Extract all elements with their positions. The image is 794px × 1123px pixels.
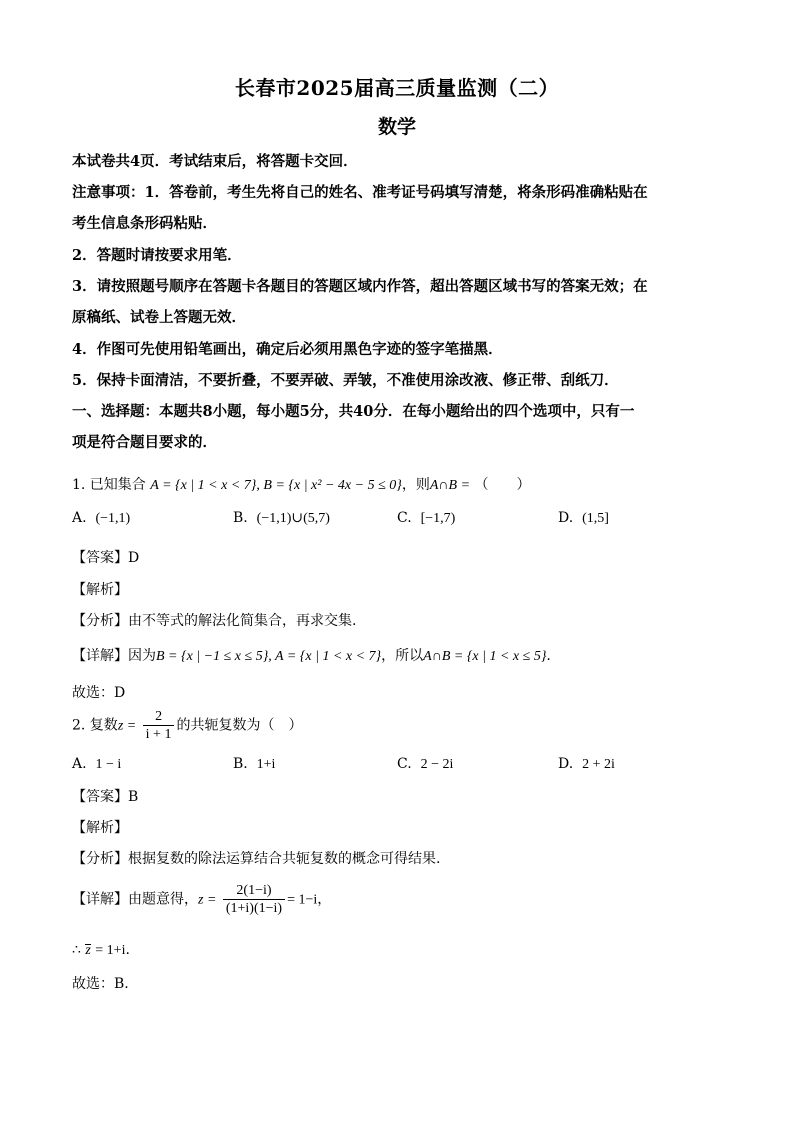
q2-answer: 【答案】B bbox=[72, 789, 139, 805]
q1-option-a: A. (−1,1) bbox=[72, 510, 131, 526]
q1-set-b: B = {x | x² − 4x − 5 ≤ 0} bbox=[263, 478, 402, 493]
q1-analysis-heading: 【解析】 bbox=[72, 582, 128, 598]
q1-set-a: A = {x | 1 < x < 7} bbox=[150, 478, 257, 493]
q1-option-b: B. (−1,1)∪(5,7) bbox=[233, 510, 330, 526]
notice-2: 2．答题时请按要求用笔． bbox=[72, 247, 242, 264]
q2-option-c: C. 2 − 2i bbox=[397, 756, 454, 772]
notice-heading: 注意事项：1．答卷前，考生先将自己的姓名、准考证号码填写清楚，将条形码准确粘贴在 bbox=[72, 184, 648, 201]
q2-fraction: $\frac{2}{i + 1}$ bbox=[143, 708, 175, 743]
q1-option-d: D. (1,5] bbox=[558, 510, 609, 526]
q1-answer: 【答案】D bbox=[72, 550, 140, 566]
notice-3a: 3．请按照题号顺序在答题卡各题目的答题区域内作答，超出答题区域书写的答案无效；在 bbox=[72, 278, 648, 295]
q1-fenxi: 【分析】由不等式的解法化简集合，再求交集. bbox=[72, 613, 357, 629]
q1-then: ，则 bbox=[401, 477, 430, 493]
q2-final: 故选：B. bbox=[72, 976, 129, 992]
q2-conjugate: ∴ z = 1+i. bbox=[72, 942, 130, 958]
q1-final: 故选：D bbox=[72, 685, 126, 701]
question-2: 2. 复数z = $\frac{2}{i + 1}$ 的共轭复数为（ ） bbox=[72, 709, 303, 742]
notice-5: 5．保持卡面清洁，不要折叠，不要弄破、弄皱，不准使用涂改液、修正带、刮纸刀． bbox=[72, 372, 619, 389]
section-heading-b: 项是符合题目要求的． bbox=[72, 434, 217, 451]
q1-expr: A∩B = bbox=[429, 478, 471, 493]
notice-3b: 原稿纸、试卷上答题无效． bbox=[72, 309, 246, 326]
intro-line: 本试卷共4页．考试结束后，将答题卡交回． bbox=[72, 153, 358, 170]
q2-option-a: A. 1 − i bbox=[72, 756, 122, 772]
document-title: 长春市2025届高三质量监测（二） bbox=[234, 76, 560, 100]
q2-fenxi: 【分析】根据复数的除法运算结合共轭复数的概念可得结果. bbox=[72, 851, 441, 867]
q2-calc-fraction: $\frac{2(1-i)}{(1+i)(1-i)}$ bbox=[223, 882, 285, 917]
q1-prefix: 1. 已知集合 bbox=[72, 477, 146, 493]
q2-option-d: D. 2 + 2i bbox=[558, 756, 615, 772]
notice-4: 4．作图可先使用铅笔画出，确定后必须用黑色字迹的签字笔描黑． bbox=[72, 341, 503, 358]
q1-blank: （ ） bbox=[474, 477, 531, 493]
notice-continued: 考生信息条形码粘贴． bbox=[72, 215, 217, 232]
section-heading-a: 一、选择题：本题共8小题，每小题5分，共40分．在每小题给出的四个选项中，只有一 bbox=[72, 403, 635, 420]
q2-analysis-heading: 【解析】 bbox=[72, 820, 128, 836]
q2-detail: 【详解】由题意得，z = $\frac{2(1-i)}{(1+i)(1-i)}$ = 1−i， bbox=[72, 883, 332, 916]
q1-option-c: C. [−1,7) bbox=[397, 510, 456, 526]
document-subtitle: 数学 bbox=[377, 116, 416, 138]
q2-option-b: B. 1+i bbox=[233, 756, 276, 772]
q1-detail: 【详解】因为B = {x | −1 ≤ x ≤ 5}, A = {x | 1 < x < 7}，所以A∩B = {x | 1 < x ≤ 5}. bbox=[72, 648, 551, 664]
question-1: 1. 已知集合 A = {x | 1 < x < 7}, B = {x | x² − 4x − 5 ≤ 0}，则A∩B = （ ） bbox=[72, 477, 531, 493]
